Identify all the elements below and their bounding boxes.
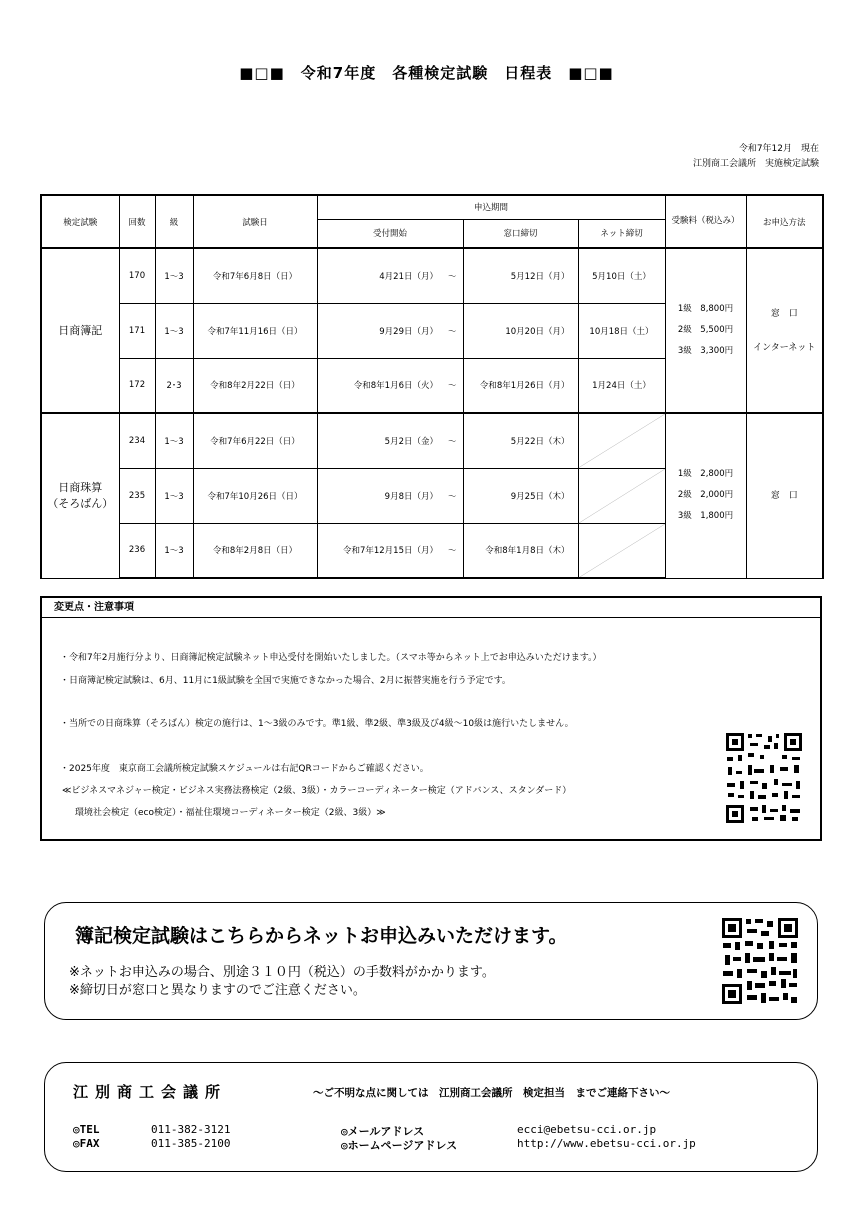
- header-round: 回数: [119, 195, 155, 248]
- start-cell: 令和7年12月15日（月） ～: [317, 523, 463, 578]
- qr-code-icon[interactable]: [721, 917, 799, 1005]
- schedule-table: [40, 194, 824, 579]
- date-cell: 令和7年6月22日（日）: [193, 413, 317, 468]
- counter-cell: 5月22日（木）: [463, 413, 578, 468]
- date-cell: 令和7年6月8日（日）: [193, 248, 317, 303]
- grade-cell: 1～3: [155, 413, 193, 468]
- grade-cell: 1～3: [155, 303, 193, 358]
- table-row: [41, 413, 823, 468]
- page-title: ■□■ 令和7年度 各種検定試験 日程表 ■□■: [239, 64, 614, 82]
- contact-note: ～ご不明な点に関しては 江別商工会議所 検定担当 までご連絡下さい～: [313, 1087, 670, 1099]
- note-line: ≪ビジネスマネジャー検定・ビジネス実務法務検定（2級、3級）・カラーコーディネーター検定（アドバンス、スタンダード）: [62, 786, 572, 796]
- grade-cell: 1～3: [155, 468, 193, 523]
- date-cell: 令和8年2月8日（日）: [193, 523, 317, 578]
- round-cell: 172: [119, 358, 155, 413]
- header-start: 受付開始: [317, 219, 463, 248]
- mail-address[interactable]: ecci@ebetsu-cci.or.jp: [517, 1123, 657, 1136]
- start-cell: 4月21日（月） ～: [317, 248, 463, 303]
- round-cell: 235: [119, 468, 155, 523]
- fax-label: ◎FAX: [73, 1137, 100, 1150]
- notes-heading: 変更点・注意事項: [42, 598, 820, 618]
- start-cell: 5月2日（金） ～: [317, 413, 463, 468]
- header-period: 申込期間: [317, 195, 665, 219]
- as-of-org: 江別商工会議所 実施検定試験: [692, 159, 819, 169]
- promo-note: ※ネットお申込みの場合、別途３１０円（税込）の手数料がかかります。: [69, 965, 495, 980]
- counter-cell: 5月12日（月）: [463, 248, 578, 303]
- exam-boki: 日商簿記: [41, 248, 119, 413]
- contact-box: [44, 1062, 818, 1172]
- notes-box: [40, 596, 822, 841]
- net-application-box: [44, 902, 818, 1020]
- header-fee: 受験料（税込み）: [665, 195, 746, 248]
- grade-cell: 1～3: [155, 523, 193, 578]
- tel-label: ◎TEL: [73, 1123, 100, 1136]
- start-cell: 9月8日（月） ～: [317, 468, 463, 523]
- web-address[interactable]: http://www.ebetsu-cci.or.jp: [517, 1137, 696, 1150]
- header-date: 試験日: [193, 195, 317, 248]
- counter-cell: 令和8年1月8日（木）: [463, 523, 578, 578]
- start-cell: 令和8年1月6日（火） ～: [317, 358, 463, 413]
- note-line: ・令和7年2月施行分より、日商簿記検定試験ネット申込受付を開始いたしました。（スマホ等からネット上でお申込みいただけます。）: [60, 653, 602, 663]
- as-of-block: [693, 142, 819, 172]
- header-method: お申込方法: [746, 195, 823, 248]
- fax-number: 011-385-2100: [151, 1137, 231, 1150]
- header-counter: 窓口締切: [463, 219, 578, 248]
- round-cell: 170: [119, 248, 155, 303]
- note-line: ・日商簿記検定試験は、6月、11月に1級試験を全国で実施できなかった場合、2月に振替実施を行う予定です。: [60, 676, 511, 686]
- note-line: 環境社会検定（eco検定）・福祉住環境コーディネーター検定（2級、3級）≫: [75, 808, 386, 818]
- table-row: [41, 248, 823, 303]
- promo-note: ※締切日が窓口と異なりますのでご注意ください。: [69, 983, 366, 998]
- net-cell-none: [578, 468, 665, 523]
- net-cell: 5月10日（土）: [578, 248, 665, 303]
- round-cell: 234: [119, 413, 155, 468]
- boki-fees: 1級 8,800円 2級 5,500円 3級 3,300円: [665, 248, 746, 413]
- promo-heading: 簿記検定試験はこちらからネットお申込みいただけます。: [75, 925, 568, 947]
- round-cell: 171: [119, 303, 155, 358]
- grade-cell: 1～3: [155, 248, 193, 303]
- org-name: 江別商工会議所: [73, 1083, 228, 1101]
- net-cell: 10月18日（土）: [578, 303, 665, 358]
- net-cell-none: [578, 413, 665, 468]
- date-cell: 令和7年11月16日（日）: [193, 303, 317, 358]
- counter-cell: 令和8年1月26日（月）: [463, 358, 578, 413]
- qr-code-icon[interactable]: [724, 731, 804, 825]
- header-exam: 検定試験: [41, 195, 119, 248]
- counter-cell: 10月20日（月）: [463, 303, 578, 358]
- start-cell: 9月29日（月） ～: [317, 303, 463, 358]
- exam-soroban: 日商珠算 （そろばん）: [41, 413, 119, 578]
- soroban-fees: 1級 2,800円 2級 2,000円 3級 1,800円: [665, 413, 746, 578]
- mail-label: ◎メールアドレス: [341, 1125, 425, 1138]
- header-net: ネット締切: [578, 219, 665, 248]
- date-cell: 令和8年2月22日（日）: [193, 358, 317, 413]
- web-label: ◎ホームページアドレス: [341, 1139, 458, 1152]
- note-line: ・当所での日商珠算（そろばん）検定の施行は、1～3級のみです。準1級、準2級、準3級及び4級～10級は施行いたしません。: [60, 719, 574, 729]
- boki-methods: 窓 口 インターネット: [746, 248, 823, 413]
- net-cell-none: [578, 523, 665, 578]
- header-grade: 級: [155, 195, 193, 248]
- as-of-date: 令和7年12月 現在: [738, 144, 819, 154]
- date-cell: 令和7年10月26日（日）: [193, 468, 317, 523]
- note-line: ・2025年度 東京商工会議所検定試験スケジュールは右記QRコードからご確認ください。: [60, 764, 429, 774]
- grade-cell: 2･3: [155, 358, 193, 413]
- round-cell: 236: [119, 523, 155, 578]
- tel-number[interactable]: 011-382-3121: [151, 1123, 231, 1136]
- net-cell: 1月24日（土）: [578, 358, 665, 413]
- counter-cell: 9月25日（木）: [463, 468, 578, 523]
- soroban-method: 窓 口: [746, 413, 823, 578]
